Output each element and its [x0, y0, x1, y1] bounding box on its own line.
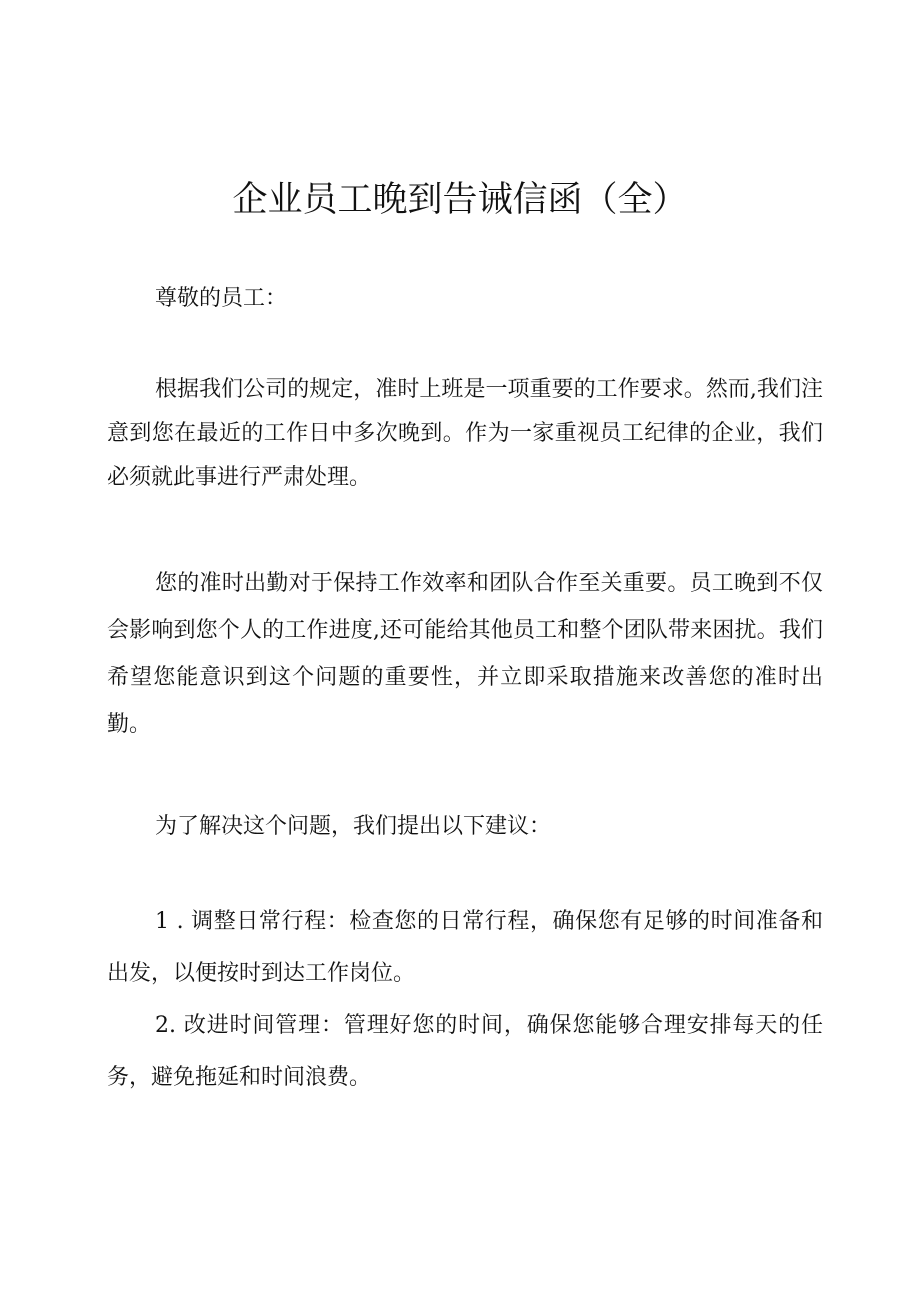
paragraph-2: 您的准时出勤对于保持工作效率和团队合作至关重要。员工晚到不仅会影响到您个人的工作进度,还可能给其他员工和整个团队带来困扰。我们希望您能意识到这个问题的重要性，并立即采取措施来改善您的准时出勤。	[107, 571, 823, 737]
suggestion-item-2: 2. 改进时间管理：管理好您的时间，确保您能够合理安排每天的任务，避免拖延和时间浪费。	[107, 1013, 823, 1090]
paragraph-3: 为了解决这个问题，我们提出以下建议：	[155, 814, 552, 839]
document-title: 企业员工晚到告诫信函（全）	[232, 180, 688, 220]
paragraph-1: 根据我们公司的规定，准时上班是一项重要的工作要求。然而,我们注意到您在最近的工作日中多次晚到。作为一家重视员工纪律的企业，我们必须就此事进行严肃处理。	[107, 377, 823, 490]
suggestion-item-1: 1 . 调整日常行程：检查您的日常行程，确保您有足够的时间准备和出发，以便按时到达工作岗位。	[107, 909, 823, 986]
salutation: 尊敬的员工：	[155, 286, 288, 311]
